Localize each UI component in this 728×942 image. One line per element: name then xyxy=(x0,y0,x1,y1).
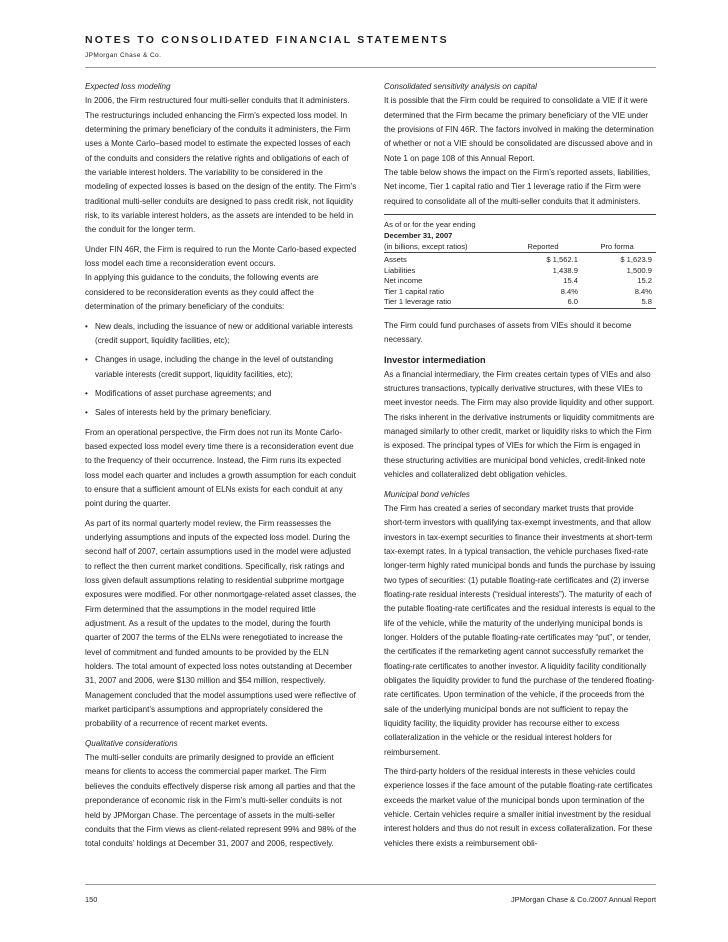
cell-reported: 15.4 xyxy=(563,276,578,286)
cell-reported: 8.4% xyxy=(560,286,578,296)
table-caption-date: December 31, 2007 xyxy=(384,231,453,241)
column-header-reported: Reported xyxy=(527,241,559,251)
heading-investor-intermediation: Investor intermediation xyxy=(384,354,486,365)
capital-table xyxy=(384,214,656,309)
right-column xyxy=(384,80,656,856)
table xyxy=(384,242,656,310)
cell-proforma: $ 1,623.9 xyxy=(620,255,652,265)
row-label: Liabilities xyxy=(384,265,416,275)
cell-reported: 6.0 xyxy=(567,297,578,307)
paragraph: Under FIN 46R, the Firm is required to run the Monte Carlo-based expected loss model each time a reconsideration event occurs. xyxy=(85,244,357,269)
heading-expected-loss: Expected loss modeling xyxy=(85,82,171,91)
row-label: Assets xyxy=(384,255,407,265)
paragraph: The Firm could fund purchases of assets from VIEs should it become necessary. xyxy=(384,321,632,345)
list-item: • Changes in usage, including the change in the level of outstanding variable interests (credit support, liquidity facilities, etc); xyxy=(85,353,357,382)
table-caption-line: As of or for the year ending xyxy=(384,220,476,230)
row-label: Tier 1 capital ratio xyxy=(384,286,445,296)
cell-proforma: 1,500.9 xyxy=(626,265,652,275)
table-row xyxy=(384,266,656,277)
paragraph: As part of its normal quarterly model review, the Firm reassesses the underlying assumptions and inputs of the expected loss model. During the second half of 2007, certain assumptions used in the model were adjusted to reflect the then current market conditions. Specifically, risk ratings and loss given default assumptions relating to residential subprime mortgage exposures were modified. For other nonmortgage-related asset classes, the Firm determined that the assumptions in the model required little adjustment. As a result of the updates to the model, during the fourth quarter of 2007 the terms of the ELNs were renegotiated to increase the level of commitment and funded amounts to be provided by the ELN holders. The total amount of expected loss notes outstanding at December 31, 2007 and 2006, were $130 million and $54 million, respectively. Management concluded that the model assumptions used were reflective of market participant’s assumptions and appropriately considered the probability of a recurrence of recent market events. xyxy=(85,518,357,729)
page-number: 150 xyxy=(85,895,98,904)
report-name: JPMorgan Chase & Co./2007 Annual Report xyxy=(510,895,656,904)
cell-reported: $ 1,562.1 xyxy=(546,255,578,265)
heading-qualitative: Qualitative considerations xyxy=(85,738,178,748)
paragraph: The third-party holders of the residual interests in these vehicles could experience losses if the face amount of the putable floating-rate certificates exceeds the market value of the municipal bonds upon termination of the vehicle. Certain vehicles require a smaller initial investment by the residual interest holders and thus do not result in excess collateralization. For these vehicles there exists a reimbursement obli- xyxy=(384,767,653,848)
footer-rule xyxy=(85,884,656,885)
heading-sensitivity: Consolidated sensitivity analysis on capital xyxy=(384,82,537,91)
table-row xyxy=(384,253,656,266)
paragraph: The table below shows the impact on the Firm’s reported assets, liabilities, Net income, Tier 1 capital ratio and Tier 1 leverage ratio if the Firm were required to consolidate all of the multi-seller conduits that it administers. xyxy=(384,168,651,206)
paragraph: The multi-seller conduits are primarily designed to provide an efficient means for clients to access the commercial paper market. The Firm believes the conduits effectively disperse risk among all parties and that the preponderance of economic risk in the Firm’s multi-seller conduits is not held by JPMorgan Chase. The percentage of assets in the multi-seller conduits that the Firm views as client-related represent 99% and 98% of the total conduits’ holdings at December 31, 2007 and 2006, respectively. xyxy=(85,753,357,849)
table-row xyxy=(384,276,656,287)
table-units: (in billions, except ratios) xyxy=(384,241,468,251)
paragraph: The Firm has created a series of secondary market trusts that provide short-term investors with qualifying tax-exempt investments, and that allow investors in tax-exempt securities to finance their investments at short-term tax-exempt rates. In a typical transaction, the vehicle purchases fixed-rate longer-term highly rated municipal bonds and funds the purchase by issuing two types of securities: (1) putable floating-rate certificates and (2) inverse floating-rate residual interests (“residual interests”). The maturity of each of the putable floating-rate certificates and the residual interests is equal to the life of the vehicle, while the maturity of the underlying municipal bonds is longer. Holders of the putable floating-rate certificates may “put”, or tender, the certificates if the remarketing agent cannot successfully remarket the floating-rate certificates to another investor. A liquidity facility conditionally obligates the liquidity provider to fund the purchase of the tendered floating-rate certificates. Upon termination of the vehicle, if the proceeds from the sale of the underlying municipal bonds are not sufficient to repay the liquidity facility, the liquidity provider has recourse either to excess collateralization in the vehicle or the residual interest holders for reimbursement. xyxy=(384,503,656,757)
bullet-list xyxy=(85,320,357,421)
paragraph: From an operational perspective, the Firm does not run its Monte Carlo-based expected loss model every time there is a reconsideration event due to the frequency of their occurrence. Instead, the Firm runs its expected loss model each quarter and includes a growth assumption for each conduit to ensure that a sufficient amount of ELNs exists for each conduit at any point during the quarter. xyxy=(85,427,356,509)
cell-proforma: 5.8 xyxy=(641,297,652,307)
cell-proforma: 15.2 xyxy=(637,276,652,286)
left-column xyxy=(85,80,357,857)
list-item: • Modifications of asset purchase agreements; and xyxy=(85,387,357,401)
table-header-row xyxy=(384,242,656,253)
row-label: Tier 1 leverage ratio xyxy=(384,297,452,307)
page-title: NOTES TO CONSOLIDATED FINANCIAL STATEMENTS xyxy=(85,34,449,46)
page-subtitle: JPMorgan Chase & Co. xyxy=(85,52,162,59)
paragraph: It is possible that the Firm could be required to consolidate a VIE if it were determined that the Firm became the primary beneficiary of the VIE under the provisions of FIN 46R. The factors involved in making the determination of whether or not a VIE should be consolidated are discussed above and in Note 1 on page 108 of this Annual Report. xyxy=(384,96,654,163)
paragraph: As a financial intermediary, the Firm creates certain types of VIEs and also structures transactions, typically derivative structures, with these VIEs to meet investor needs. The Firm may also provide liquidity and other support. The risks inherent in the derivative instruments or liquidity commitments are managed similarly to other credit, market or liquidity risks to which the Firm is exposed. The principal types of VIEs for which the Firm is engaged in these structuring activities are municipal bond vehicles, credit-linked note vehicles and collateralized debt obligation vehicles. xyxy=(384,369,655,480)
table-row xyxy=(384,297,656,308)
list-item: • Sales of interests held by the primary beneficiary. xyxy=(85,406,357,420)
row-label: Net income xyxy=(384,276,423,286)
column-header-proforma: Pro forma xyxy=(600,241,634,251)
list-item: • New deals, including the issuance of new or additional variable interests (credit support, liquidity facilities, etc); xyxy=(85,320,357,349)
paragraph: In 2006, the Firm restructured four multi-seller conduits that it administers. The restructurings included enhancing the Firm’s expected loss model. In determining the primary beneficiary of the conduits it administers, the Firm uses a Monte Carlo–based model to estimate the expected losses of each of the conduits and considers the relative rights and obligations of each of the variable interest holders. The variability to be considered in the modeling of expected losses is based on the design of the entity. The Firm’s traditional multi-seller conduits are designed to pass credit risk, not liquidity risk, to its variable interest holders, as the assets are intended to be held in the conduit for the longer term. xyxy=(85,96,357,235)
heading-municipal-bond: Municipal bond vehicles xyxy=(384,489,470,499)
paragraph: In applying this guidance to the conduits, the following events are considered to be reconsideration events as they could affect the determination of the primary beneficiary of the conduits: xyxy=(85,273,319,312)
cell-proforma: 8.4% xyxy=(634,286,652,296)
header-rule xyxy=(85,67,656,68)
table-row xyxy=(384,287,656,298)
cell-reported: 1,438.9 xyxy=(552,265,578,275)
